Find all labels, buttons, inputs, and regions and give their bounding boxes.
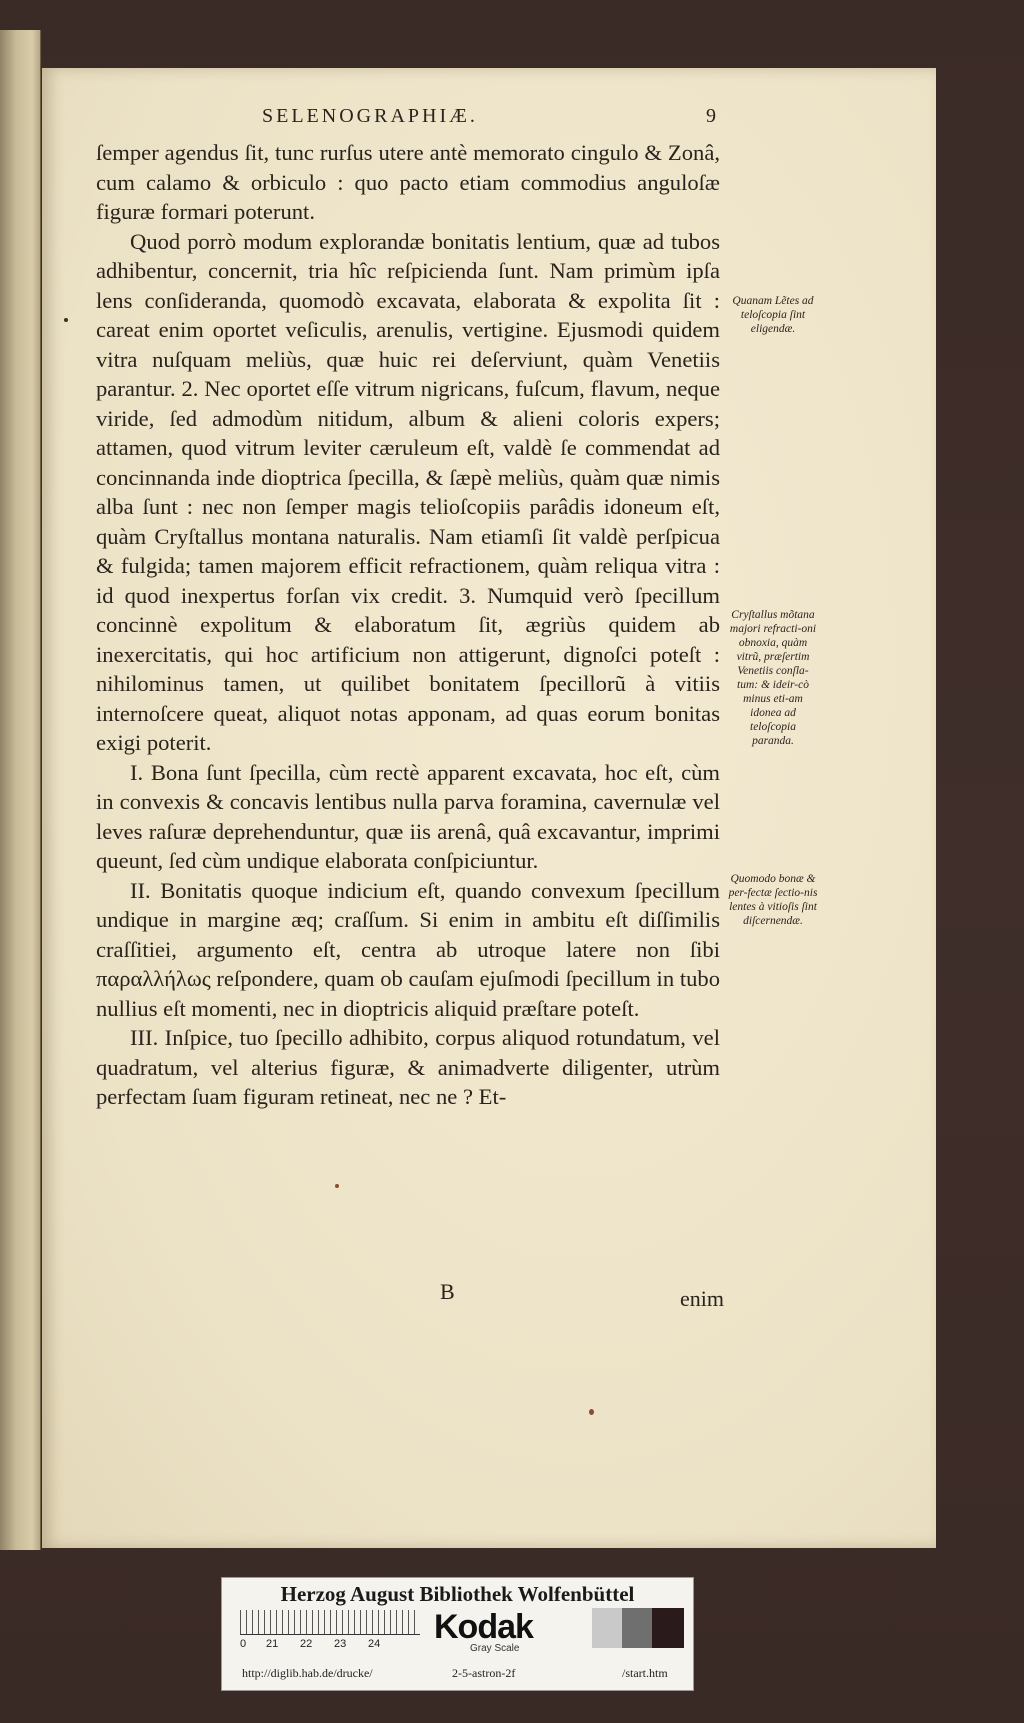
library-name: Herzog August Bibliothek Wolfenbüttel: [280, 1582, 635, 1606]
shelfmark-label: 2-5-astron-2f: [452, 1666, 516, 1680]
paragraph: II. Bonitatis quoque indicium eſt, quando convexum ſpecillum undique in margine æq; craſſum. Si enim in ambitu eſt diſſimilis craſſitiei, argumento eſt, centra ab utroque latere non ſibi παραλλήλως reſpondere, quam ob cauſam ejuſmodi ſpecillum in tubo nullius eſt momenti, nec in dioptricis aliquid præſtare poteſt.: [96, 877, 720, 1021]
ink-spot: [335, 1184, 339, 1188]
paragraph: III. Inſpice, tuo ſpecillo adhibito, corpus aliquod rotundatum, vel quadratum, vel alterius figuræ, & animadverte diligenter, utrùm perfectam ſuam figuram retineat, nec ne ? Et-: [96, 1025, 720, 1109]
running-head: SELENOGRAPHIÆ.: [262, 105, 478, 127]
paragraph: Quod porrò modum explorandæ bonitatis lentium, quæ ad tubos adhibentur, concernit, tria hîc reſpicienda ſunt. Nam primùm ipſa lens conſideranda, quomodò excavata, elaborata & expolita ſit : careat enim oportet veſiculis, arenulis, vertigine. Ejusmodi quidem vitra nuſquam meliùs, quæ huic rei deſerviunt, quàm Venetiis parantur. 2. Nec oportet eſſe vitrum nigricans, fuſcum, flavum, neque viride, ſed admodùm nitidum, album & alieni coloris expers; attamen, quod vitrum leviter cæruleum eſt, valdè ſe commendat ad concinnanda inde dioptrica ſpecilla, & ſæpè meliùs, quàm quæ nimis alba ſunt : nec non ſemper magis telioſcopiis parâdis idoneum eſt, quàm Cryſtallus montana naturalis. Nam etiamſi ſit valdè perſpicua & fulgida; tamen majorem efficit refractionem, quàm reliqua vitra : id quod inexpertus forſan vix credit. 3. Numquid verò ſpecillum concinnè expolitum & elaboratum ſit, ægriùs quidem ab inexercitatis, qui hoc artificium non attigerunt, dignoſci poteſt : nihilominus tamen, ut quilibet bonitatem ſpecillorũ à vitiis internoſcere queat, aliquot notas apponam, ad quas eorum bonitas exigi poterit.: [96, 228, 720, 755]
signature-mark: B: [440, 1279, 455, 1304]
gray-swatch-light: [592, 1608, 622, 1648]
previous-leaf-edge: [0, 30, 41, 1550]
kodak-logo: Kodak: [434, 1608, 533, 1646]
catchword: enim: [680, 1286, 724, 1311]
ruler-numbers: 0 21 22 23 24: [240, 1638, 381, 1650]
margin-note: Quanam Lẽtes ad teloſcopia ſint eligendæ.: [732, 295, 814, 335]
margin-note: Quomodo bonæ & per-fectæ ſectio-nis lentes à vitioſis ſint diſcernendæ.: [728, 873, 818, 927]
stain-spot: [589, 1409, 594, 1415]
url-label: http://diglib.hab.de/drucke/: [242, 1666, 373, 1680]
page-number: 9: [706, 105, 716, 127]
gray-scale-label: Gray Scale: [470, 1643, 520, 1654]
main-text: [96, 138, 720, 1112]
start-label: /start.htm: [622, 1666, 668, 1680]
scale-ruler: [240, 1610, 420, 1635]
margin-note: Cryſtallus mõtana majori refracti-oni obnoxia, quàm vitrũ, præſertim Venetiis conſla-tum: & ideir-cò minus eti-am idonea ad teloſcopia paranda.: [729, 609, 817, 747]
paragraph: ſemper agendus ſit, tunc rurſus utere antè memorato cingulo & Zonâ, cum calamo & orbiculo : quo pacto etiam commodius anguloſæ figuræ formari poterunt.: [96, 140, 720, 224]
gray-swatch-dark: [652, 1608, 684, 1648]
ink-mark: [64, 318, 68, 322]
color-calibration-card: [221, 1577, 694, 1691]
gray-swatch-mid: [622, 1608, 652, 1648]
paragraph: I. Bona ſunt ſpecilla, cùm rectè apparent excavata, hoc eſt, cùm in convexis & concavis lentibus nulla parva foramina, cavernulæ vel leves raſuræ deprehenduntur, quæ iis arenâ, quâ excavantur, imprimi queunt, ſed cùm undique elaborata conſpiciuntur.: [96, 759, 720, 873]
